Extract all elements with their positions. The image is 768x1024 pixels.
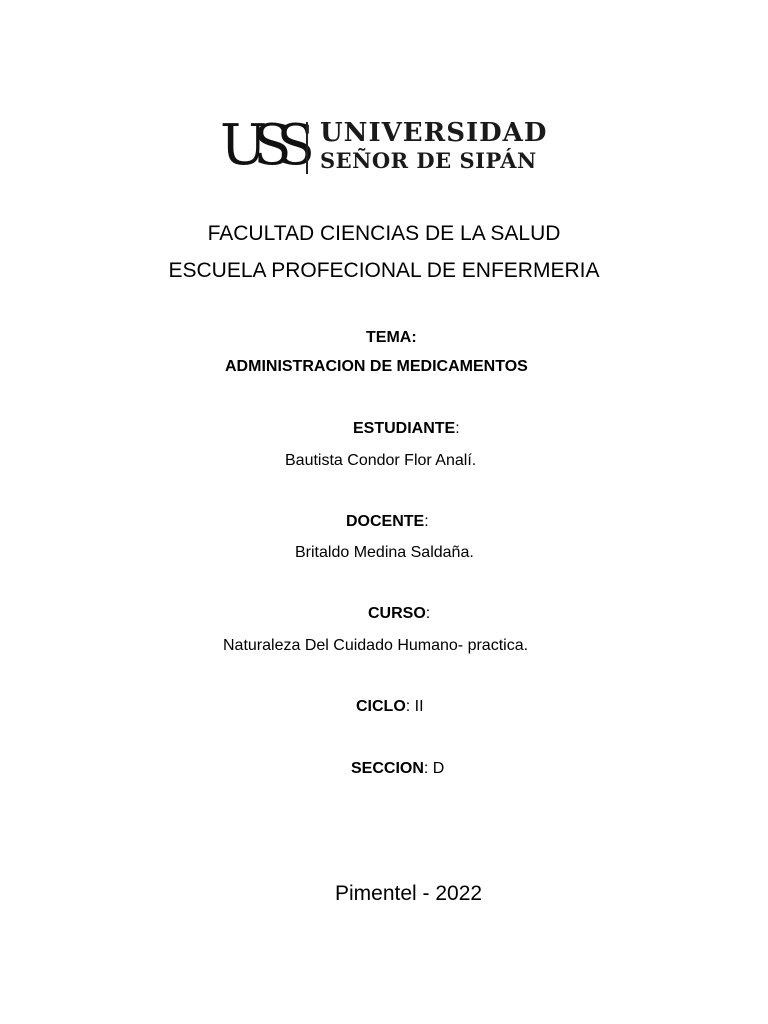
- curso-colon: :: [425, 605, 431, 622]
- estudiante-value: Bautista Condor Flor Analí.: [285, 452, 477, 469]
- seccion-row: [351, 760, 444, 778]
- logo-university-text: UNIVERSIDAD: [320, 118, 548, 148]
- seccion-label: SECCION: [351, 760, 424, 777]
- ciclo-row: [356, 698, 424, 716]
- curso-value: Naturaleza Del Cuidado Humano- practica.: [223, 637, 529, 654]
- docente-colon: :: [424, 513, 429, 530]
- uss-logo-mark: USS: [220, 113, 301, 178]
- tema-value: ADMINISTRACION DE MEDICAMENTOS: [225, 358, 528, 375]
- curso-row: [368, 605, 430, 623]
- docente-label: DOCENTE: [346, 513, 425, 530]
- docente-value: Britaldo Medina Saldaña.: [295, 544, 474, 561]
- faculty-heading: FACULTAD CIENCIAS DE LA SALUD: [207, 222, 561, 245]
- seccion-value: : D: [423, 760, 445, 777]
- estudiante-label: ESTUDIANTE: [353, 420, 456, 437]
- ciclo-label: CICLO: [356, 698, 406, 715]
- ciclo-value: : II: [405, 698, 424, 715]
- tema-label: TEMA:: [366, 329, 417, 346]
- docente-row: [346, 513, 429, 531]
- estudiante-row: [353, 420, 460, 438]
- school-heading: ESCUELA PROFECIONAL DE ENFERMERIA: [168, 259, 600, 282]
- logo-separator: [306, 122, 308, 174]
- estudiante-colon: :: [455, 420, 460, 437]
- place-date: Pimentel - 2022: [335, 882, 483, 905]
- university-logo: [220, 113, 550, 180]
- curso-label: CURSO: [368, 605, 426, 622]
- logo-name-text: SEÑOR DE SIPÁN: [320, 148, 537, 173]
